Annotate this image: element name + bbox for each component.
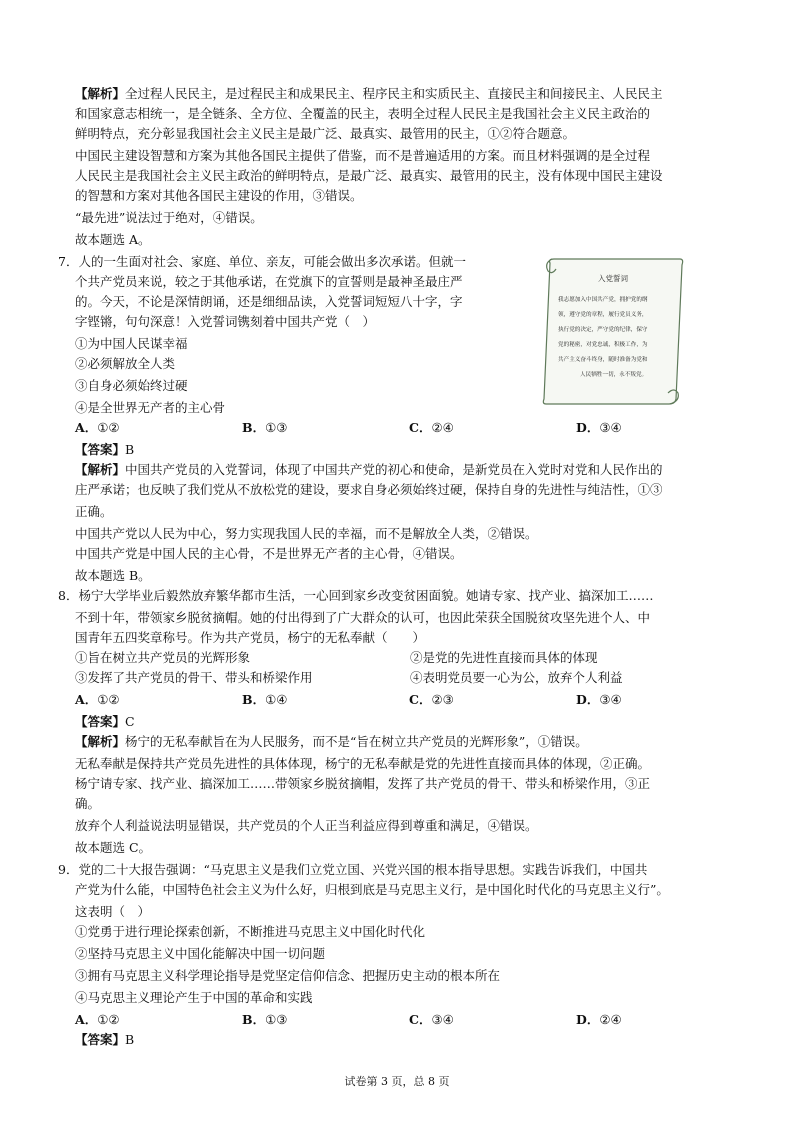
text-segment: 7．人的一生面对社会、家庭、单位、亲友，可能会做出多次承诺。但就一 (58, 254, 466, 269)
text-line (75, 794, 100, 814)
text-segment: 正确。 (75, 504, 113, 519)
text-segment: ②坚持马克思主义中国化能解决中国一切问题 (75, 946, 326, 961)
text-segment: 9．党的二十大报告强调：“马克思主义是我们立党立国、兴党兴国的根本指导思想。实践告诉我们，中国共 (58, 862, 648, 877)
option-letter: A． (75, 420, 98, 435)
answer-option (576, 418, 622, 438)
option-text: ④表明党员要一心为公，放弃个人利益 (410, 670, 623, 685)
text-line (75, 838, 151, 858)
text-line (75, 208, 263, 228)
text-segment: ③拥有马克思主义科学理论指导是党坚定信仰信念、把握历史主动的根本所在 (75, 968, 501, 983)
answer-option (242, 418, 288, 438)
text-line (75, 988, 313, 1008)
option-text: ①② (97, 420, 120, 435)
option-letter: D． (576, 692, 600, 707)
text-line (75, 774, 650, 794)
text-segment: ④是全世界无产者的主心骨 (75, 400, 226, 415)
answer-option (75, 668, 313, 688)
oath-title: 入党誓词 (598, 274, 628, 283)
option-letter: A． (75, 1012, 98, 1027)
text-segment: 人民民主是我国社会主义民主政治的鲜明特点，是最广泛、最真实、最管用的民主，没有体现中国民主建设 (75, 168, 663, 183)
text-segment: B (125, 442, 135, 457)
oath-line: 领，遵守党的章程，履行党员义务， (558, 312, 648, 318)
option-text: ①② (97, 692, 120, 707)
answer-option (75, 690, 120, 710)
text-segment: 中国共产党以人民为中心，努力实现我国人民的幸福，而不是解放全人类，②错误。 (75, 526, 538, 541)
text-line (75, 544, 463, 564)
option-text: ③发挥了共产党员的骨干、带头和桥梁作用 (75, 670, 313, 685)
text-segment: 的智慧和方案对其他各国民主建设的作用，③错误。 (75, 188, 363, 203)
text-segment: 故本题选 B。 (75, 568, 151, 583)
option-text: ②③ (431, 692, 454, 707)
section-tag: 【解析】 (75, 86, 126, 101)
page-footer: 试卷第 3 页，总 8 页 (344, 1075, 450, 1088)
section-tag: 【答案】 (75, 1032, 126, 1047)
option-text: ①③ (265, 420, 288, 435)
option-letter: B． (242, 1012, 266, 1027)
text-segment: 中国共产党是中国人民的主心骨，不是世界无产者的主心骨，④错误。 (75, 546, 463, 561)
text-line (75, 502, 113, 522)
text-segment: 全过程人民民主，是过程民主和成果民主、程序民主和实质民主、直接民主和间接民主、人民民主 (125, 86, 663, 101)
text-segment: ④马克思主义理论产生于中国的革命和实践 (75, 990, 313, 1005)
text-segment: 鲜明特点，充分彰显我国社会主义民主是最广泛、最真实、最管用的民主，①②符合题意。 (75, 126, 576, 141)
text-segment: 中国共产党员的入党誓词，体现了中国共产党的初心和使命，是新党员在入党时对党和人民作出的 (125, 462, 663, 477)
answer-option (75, 1010, 120, 1030)
text-line (75, 566, 151, 586)
text-segment: 产党为什么能，中国特色社会主义为什么好，归根到底是马克思主义行，是中国化时代化的马克思主义行”。 (75, 882, 669, 897)
text-segment: ①党勇于进行理论探索创新，不断推进马克思主义中国化时代化 (75, 924, 426, 939)
oath-line: 我志愿加入中国共产党，拥护党的纲 (558, 297, 648, 303)
text-segment: 和国家意志相统一，是全链条、全方位、全覆盖的民主，表明全过程人民民主是我国社会主义民主政治的 (75, 106, 651, 121)
text-line (75, 398, 225, 418)
text-segment: 杨宁的无私奉献旨在为人民服务，而不是“旨在树立共产党员的光辉形象”，①错误。 (125, 734, 588, 749)
text-segment: 8．杨宁大学毕业后毅然放弃繁华都市生活，一心回到家乡改变贫困面貌。她请专家、找产业、搞深加工…… (58, 588, 654, 603)
section-tag: 【答案】 (75, 442, 126, 457)
oath-line: 人民牺牲一切，永不叛党。 (580, 372, 648, 378)
text-line (75, 354, 175, 374)
option-text: ①② (97, 1012, 120, 1027)
text-line (75, 124, 575, 144)
text-segment: 故本题选 A。 (75, 232, 151, 247)
text-line (75, 166, 663, 186)
text-segment: “最先进”说法过于绝对，④错误。 (75, 210, 263, 225)
text-segment: 个共产党员来说，较之于其他承诺，在党旗下的宣誓则是最神圣最庄严 (75, 274, 463, 289)
text-segment: 故本题选 C。 (75, 840, 152, 855)
answer-option (409, 1010, 454, 1030)
option-letter: D． (576, 420, 600, 435)
text-line (75, 376, 188, 396)
text-segment: 的。今天，不论是深情朗诵，还是细细品读，入党誓词短短八十字，字 (75, 294, 463, 309)
text-line (75, 608, 650, 628)
text-segment: C (125, 714, 135, 729)
text-line (58, 860, 647, 880)
text-segment: 国青年五四奖章称号。作为共产党员，杨宁的无私奉献（ ） (75, 630, 426, 645)
text-segment: 中国民主建设智慧和方案为其他各国民主提供了借鉴，而不是普遍适用的方案。而且材料强调的是全过程 (75, 148, 651, 163)
text-segment: 字铿锵，句句深意！入党誓词镌刻着中国共产党（ ） (75, 314, 376, 329)
text-segment: B (125, 1032, 135, 1047)
text-line (75, 816, 538, 836)
section-tag: 【答案】 (75, 714, 126, 729)
option-text: ②是党的先进性直接而具体的体现 (410, 650, 598, 665)
text-segment: 庄严承诺；也反映了我们党从不放松党的建设，要求自身必须始终过硬，保持自身的先进性与纯洁性，①③ (75, 482, 663, 497)
text-segment: 这表明（ ） (75, 904, 151, 919)
option-text: ①③ (265, 1012, 288, 1027)
text-segment: ①为中国人民谋幸福 (75, 336, 188, 351)
text-line (75, 186, 363, 206)
oath-line: 党的秘密，对党忠诚，积极工作，为 (558, 342, 648, 348)
text-line (75, 230, 151, 250)
option-text: ③④ (431, 1012, 454, 1027)
answer-option (576, 690, 622, 710)
text-line (75, 754, 650, 774)
answer-option (410, 668, 623, 688)
text-line (75, 732, 588, 752)
text-segment: 确。 (75, 796, 101, 811)
text-line (75, 480, 663, 500)
text-line (75, 524, 538, 544)
section-tag: 【解析】 (75, 462, 126, 477)
text-segment: 无私奉献是保持共产党员先进性的具体体现，杨宁的无私奉献是党的先进性直接而具体的体现，②正确。 (75, 756, 651, 771)
text-line (75, 440, 134, 460)
answer-option (242, 690, 288, 710)
text-line (75, 628, 425, 648)
text-line (58, 586, 653, 606)
answer-option (75, 418, 120, 438)
text-segment: ②必须解放全人类 (75, 356, 176, 371)
option-letter: C． (409, 692, 432, 707)
option-text: ②④ (431, 420, 454, 435)
text-segment: 放弃个人利益说法明显错误，共产党员的个人正当利益应得到尊重和满足，④错误。 (75, 818, 538, 833)
text-line (75, 84, 663, 104)
text-line (75, 922, 425, 942)
oath-line: 共产主义奋斗终身，随时准备为党和 (558, 357, 648, 363)
text-line (58, 252, 466, 272)
option-letter: B． (242, 692, 266, 707)
text-line (75, 334, 188, 354)
answer-option (576, 1010, 622, 1030)
option-letter: D． (576, 1012, 600, 1027)
option-letter: C． (409, 1012, 432, 1027)
option-letter: C． (409, 420, 432, 435)
section-tag: 【解析】 (75, 734, 126, 749)
text-line (75, 292, 463, 312)
text-line (75, 880, 669, 900)
option-text: ③④ (599, 420, 622, 435)
option-letter: B． (242, 420, 266, 435)
text-line (75, 902, 150, 922)
text-line (75, 272, 463, 292)
answer-option (410, 648, 598, 668)
answer-option (75, 648, 250, 668)
text-line (75, 460, 663, 480)
text-segment: ③自身必须始终过硬 (75, 378, 188, 393)
answer-option (409, 418, 454, 438)
oath-line: 执行党的决定，严守党的纪律，保守 (558, 327, 648, 333)
oath-scroll-image (540, 253, 686, 409)
answer-option (409, 690, 454, 710)
text-line (75, 1030, 134, 1050)
option-text: ①旨在树立共产党员的光辉形象 (75, 650, 251, 665)
text-line (75, 312, 375, 332)
text-line (75, 944, 325, 964)
option-letter: A． (75, 692, 98, 707)
option-text: ③④ (599, 692, 622, 707)
answer-option (242, 1010, 288, 1030)
text-line (75, 146, 650, 166)
text-line (75, 712, 135, 732)
text-line (75, 966, 500, 986)
text-segment: 杨宁请专家、找产业、搞深加工……带领家乡脱贫摘帽，发挥了共产党员的骨干、带头和桥梁作用，③正 (75, 776, 651, 791)
text-segment: 不到十年，带领家乡脱贫摘帽。她的付出得到了广大群众的认可，也因此荣获全国脱贫攻坚先进个人、中 (75, 610, 651, 625)
option-text: ①④ (265, 692, 288, 707)
option-text: ②④ (599, 1012, 622, 1027)
text-line (75, 104, 650, 124)
